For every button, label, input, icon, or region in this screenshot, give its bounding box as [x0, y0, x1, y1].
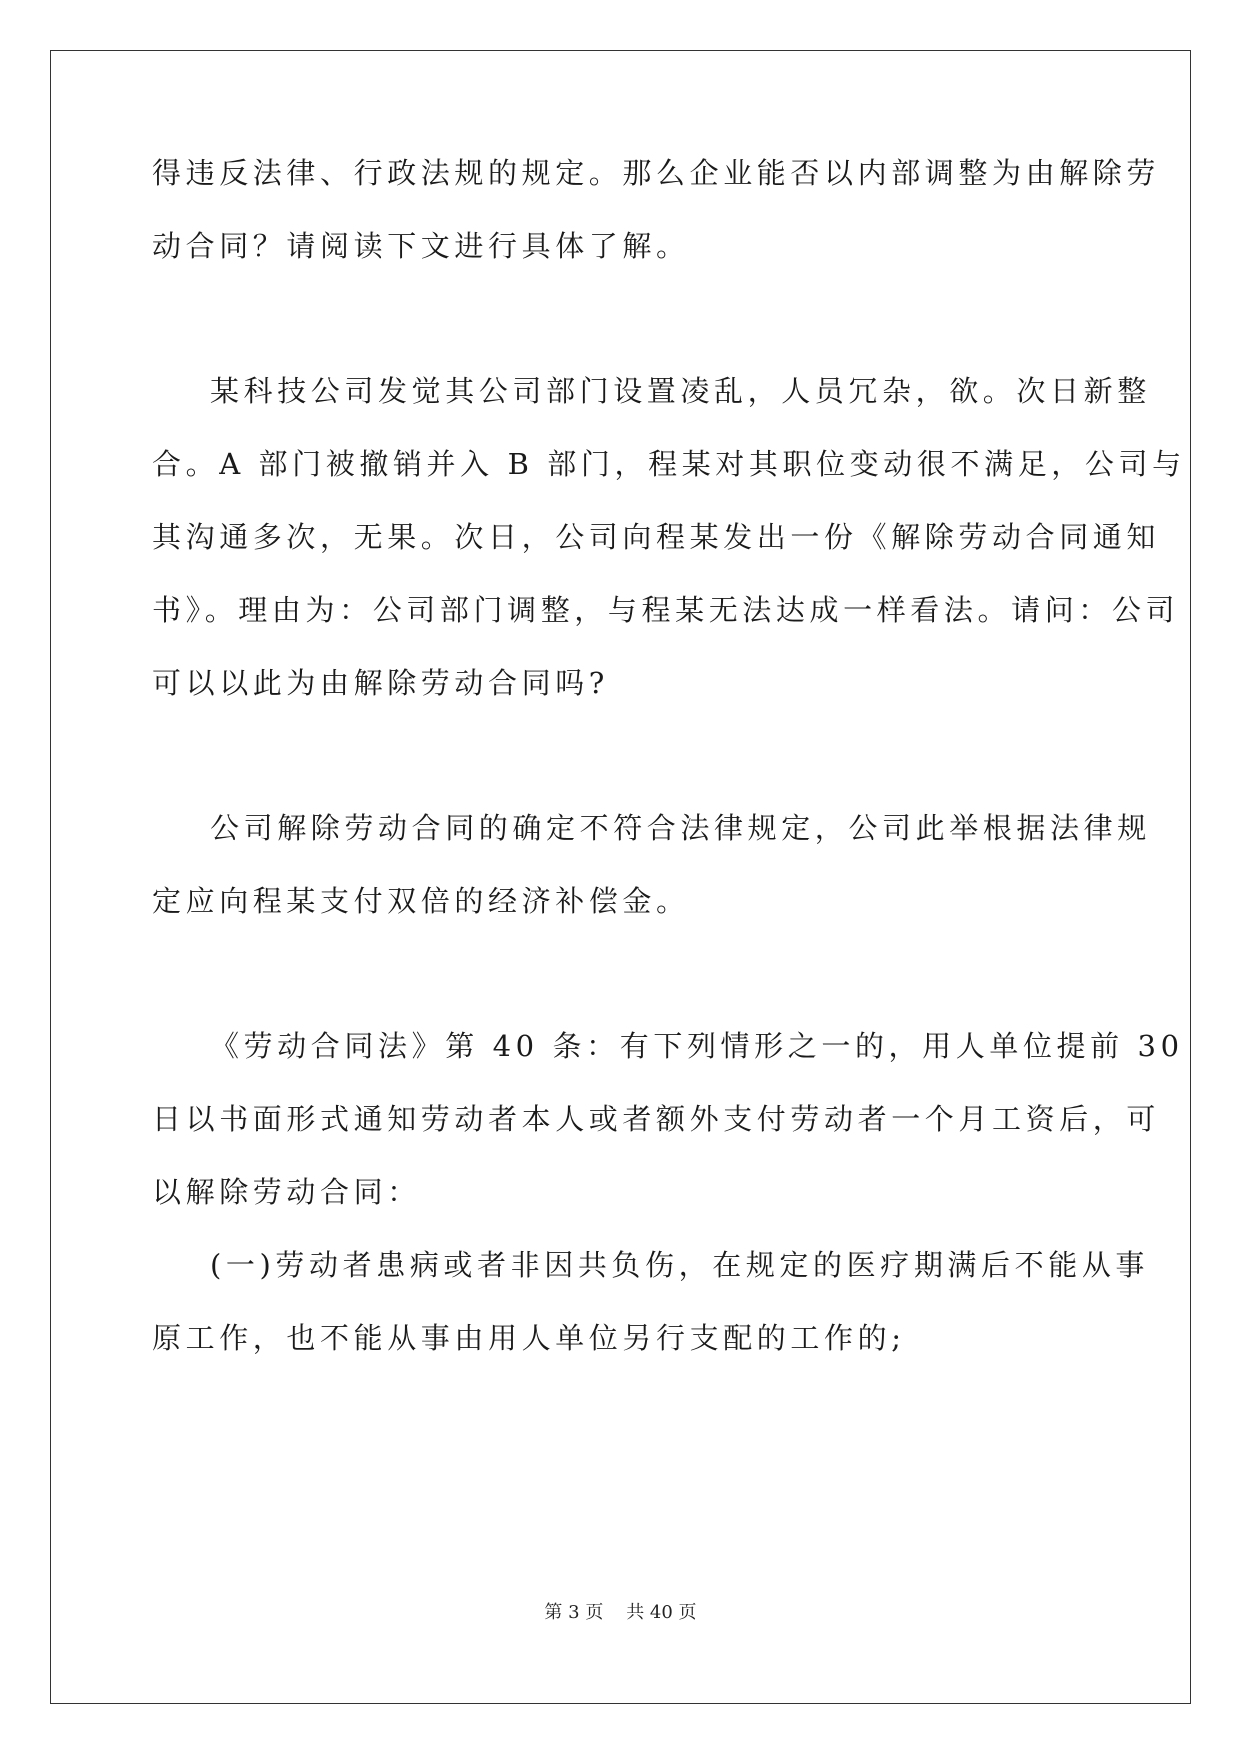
- text-line: 合。A 部门被撤销并入 B 部门，程某对其职位变动很不满足，公司与: [152, 447, 1186, 481]
- text-line: 日以书面形式通知劳动者本人或者额外支付劳动者一个月工资后，可: [152, 1102, 1161, 1136]
- text-line: 可以以此为由解除劳动合同吗?: [152, 666, 609, 700]
- text-line: 以解除劳动合同：: [152, 1175, 421, 1209]
- page-border: [50, 50, 1191, 1704]
- page-number-footer: 第 3 页 共 40 页: [544, 1602, 697, 1623]
- text-line: 动合同？请阅读下文进行具体了解。: [152, 229, 690, 263]
- text-line: 得违反法律、行政法规的规定。那么企业能否以内部调整为由解除劳: [152, 156, 1161, 190]
- text-line: 书》。理由为：公司部门调整，与程某无法达成一样看法。请问：公司: [152, 593, 1180, 627]
- text-line: 原工作，也不能从事由用人单位另行支配的工作的;: [152, 1321, 906, 1355]
- text-line: (一)劳动者患病或者非因共负伤，在规定的医疗期满后不能从事: [210, 1248, 1150, 1282]
- text-line: 定应向程某支付双倍的经济补偿金。: [152, 884, 690, 918]
- text-line: 公司解除劳动合同的确定不符合法律规定，公司此举根据法律规: [210, 811, 1151, 845]
- text-line: 其沟通多次，无果。次日，公司向程某发出一份《解除劳动合同通知: [152, 520, 1161, 554]
- text-line: 《劳动合同法》第 40 条：有下列情形之一的，用人单位提前 30: [210, 1029, 1184, 1063]
- text-line: 某科技公司发觉其公司部门设置凌乱，人员冗杂，欲。次日新整: [210, 374, 1151, 408]
